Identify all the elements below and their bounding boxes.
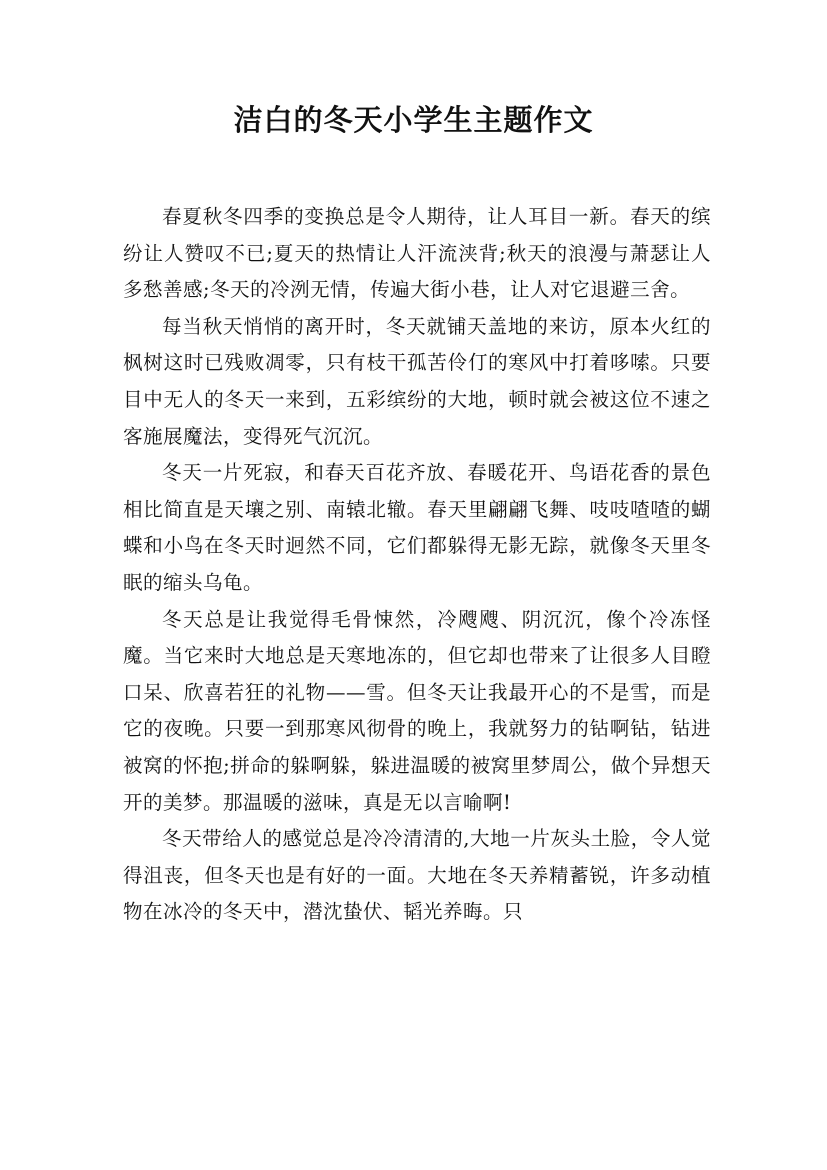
document-body bbox=[123, 199, 711, 931]
paragraph-3: 冬天一片死寂，和春天百花齐放、春暖花开、鸟语花香的景色相比简直是天壤之别、南辕北辙。春天里翩翩飞舞、吱吱喳喳的蝴蝶和小鸟在冬天时迥然不同，它们都躲得无影无踪，就像冬天里冬眠的缩头乌龟。 bbox=[123, 461, 711, 594]
paragraph-5: 冬天带给人的感觉总是冷冷清清的,大地一片灰头土脸，令人觉得沮丧，但冬天也是有好的一面。大地在冬天养精蓄锐，许多动植物在冰冷的冬天中，潜沈蛰伏、韬光养晦。只 bbox=[123, 827, 711, 924]
paragraph-4: 冬天总是让我觉得毛骨悚然，冷飕飕、阴沉沉，像个冷冻怪魔。当它来时大地总是天寒地冻的，但它却也带来了让很多人目瞪口呆、欣喜若狂的礼物——雪。但冬天让我最开心的不是雪，而是它的夜晚。只要一到那寒风彻骨的晚上，我就努力的钻啊钻，钻进被窝的怀抱;拼命的躲啊躲，躲进温暖的被窝里梦周公，做个异想天开的美梦。那温暖的滋味，真是无以言喻啊! bbox=[123, 607, 711, 814]
paragraph-1: 春夏秋冬四季的变换总是令人期待，让人耳目一新。春天的缤纷让人赞叹不已;夏天的热情让人汗流浃背;秋天的浪漫与萧瑟让人多愁善感;冬天的冷洌无情，传遍大街小巷，让人对它退避三舍。 bbox=[123, 205, 711, 302]
paragraph-2: 每当秋天悄悄的离开时，冬天就铺天盖地的来访，原本火红的枫树这时已残败凋零，只有枝干孤苦伶仃的寒风中打着哆嗦。只要目中无人的冬天一来到，五彩缤纷的大地，顿时就会被这位不速之客施展魔法，变得死气沉沉。 bbox=[123, 314, 711, 448]
document-title: 洁白的冬天小学生主题作文 bbox=[233, 103, 594, 137]
